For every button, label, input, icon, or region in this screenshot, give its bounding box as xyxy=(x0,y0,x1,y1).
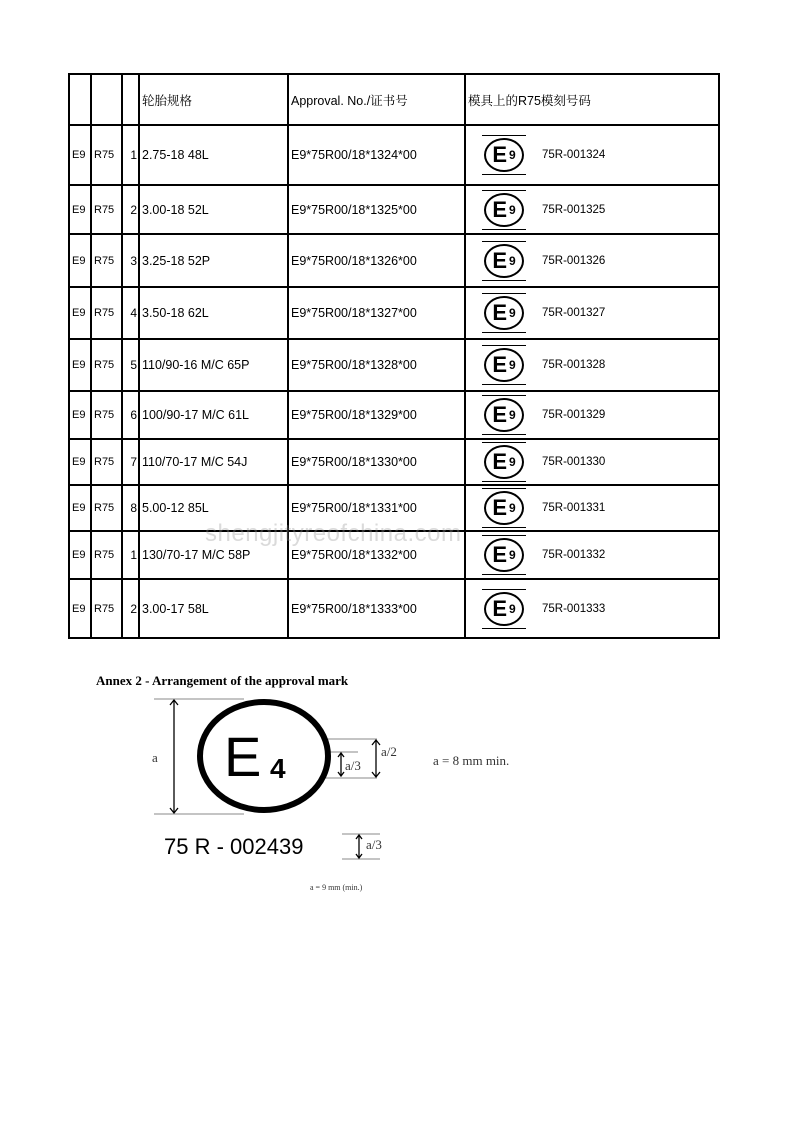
table-row xyxy=(69,125,719,185)
mark-number: 9 xyxy=(509,601,516,616)
mark-number: 9 xyxy=(509,306,516,320)
footnote: a = 9 mm (min.) xyxy=(310,883,363,892)
approval-no-cell: E9*75R00/18*1333*00 xyxy=(288,579,465,638)
mark-letter: E xyxy=(224,725,262,788)
regulation-cell: R75 xyxy=(91,287,122,339)
approval-number: 75 R - 002439 xyxy=(164,834,304,859)
regulation-cell: R75 xyxy=(91,579,122,638)
mark-number: 4 xyxy=(270,753,286,784)
mold-code-cell xyxy=(465,339,719,391)
e-mark-icon xyxy=(482,241,526,281)
e-mark-icon xyxy=(482,589,526,629)
country-cell: E9 xyxy=(69,234,91,287)
mark-letter: E xyxy=(492,495,507,520)
watermark: shengjityreofchina.com xyxy=(205,520,462,547)
tire-size-cell: 3.25-18 52P xyxy=(139,234,288,287)
mark-letter: E xyxy=(492,196,507,222)
dim-label-a3: a/3 xyxy=(345,758,361,773)
table-header-row xyxy=(69,74,719,125)
mark-number: 9 xyxy=(509,548,516,562)
regulation-cell: R75 xyxy=(91,439,122,485)
index-cell: 6 xyxy=(122,391,139,439)
approval-no-cell: E9*75R00/18*1331*00 xyxy=(288,485,465,531)
header-cell xyxy=(69,74,91,125)
regulation-cell: R75 xyxy=(91,234,122,287)
tire-size-cell: 3.50-18 62L xyxy=(139,287,288,339)
mold-code-cell xyxy=(465,439,719,485)
tire-size-cell: 2.75-18 48L xyxy=(139,125,288,185)
mold-code-cell xyxy=(465,287,719,339)
mold-code-cell xyxy=(465,485,719,531)
mark-letter: E xyxy=(492,595,507,621)
mark-number: 9 xyxy=(509,408,516,422)
mold-code-cell xyxy=(465,391,719,439)
regulation-cell: R75 xyxy=(91,531,122,579)
approval-no-cell: E9*75R00/18*1332*00 xyxy=(288,531,465,579)
e-mark-icon xyxy=(482,293,526,333)
approval-table xyxy=(68,73,720,639)
e-mark-icon xyxy=(482,442,526,482)
country-cell: E9 xyxy=(69,391,91,439)
regulation-cell: R75 xyxy=(91,391,122,439)
table-row xyxy=(69,287,719,339)
regulation-cell: R75 xyxy=(91,485,122,531)
approval-mark-circle xyxy=(200,702,328,810)
header-mold-code: 模具上的R75模刻号码 xyxy=(465,74,719,125)
e-mark-icon xyxy=(482,135,526,175)
mold-code: 75R-001332 xyxy=(542,549,606,561)
approval-no-cell: E9*75R00/18*1324*00 xyxy=(288,125,465,185)
table-row xyxy=(69,579,719,638)
mold-code: 75R-001325 xyxy=(542,203,606,216)
mark-number: 9 xyxy=(509,358,516,372)
index-cell: 2 xyxy=(122,185,139,234)
approval-no-cell: E9*75R00/18*1326*00 xyxy=(288,234,465,287)
country-cell: E9 xyxy=(69,531,91,579)
mold-code: 75R-001329 xyxy=(542,409,606,421)
regulation-cell: R75 xyxy=(91,125,122,185)
mark-letter: E xyxy=(492,352,507,377)
tire-size-cell: 110/90-16 M/C 65P xyxy=(139,339,288,391)
index-cell: 1 xyxy=(122,125,139,185)
approval-no-cell: E9*75R00/18*1329*00 xyxy=(288,391,465,439)
index-cell: 5 xyxy=(122,339,139,391)
approval-no-cell: E9*75R00/18*1328*00 xyxy=(288,339,465,391)
mark-letter: E xyxy=(492,449,507,474)
mold-code-cell xyxy=(465,185,719,234)
mark-number: 9 xyxy=(509,202,516,217)
country-cell: E9 xyxy=(69,287,91,339)
index-cell: 4 xyxy=(122,287,139,339)
e-mark-icon xyxy=(482,488,526,528)
dim-label-a: a xyxy=(152,750,158,765)
e-mark-icon xyxy=(482,535,526,575)
tire-size-cell: 130/70-17 M/C 58P xyxy=(139,531,288,579)
mold-code: 75R-001327 xyxy=(542,307,606,319)
table-row xyxy=(69,339,719,391)
mark-letter: E xyxy=(492,300,507,325)
country-cell: E9 xyxy=(69,439,91,485)
approval-no-cell: E9*75R00/18*1327*00 xyxy=(288,287,465,339)
tire-size-cell: 5.00-12 85L xyxy=(139,485,288,531)
annex-title: Annex 2 - Arrangement of the approval mark xyxy=(96,673,349,688)
approval-no-cell: E9*75R00/18*1325*00 xyxy=(288,185,465,234)
dim-label-a3-number: a/3 xyxy=(366,837,382,852)
mold-code-cell xyxy=(465,125,719,185)
country-cell: E9 xyxy=(69,339,91,391)
country-cell: E9 xyxy=(69,485,91,531)
country-cell: E9 xyxy=(69,125,91,185)
header-tire-size: 轮胎规格 xyxy=(139,74,288,125)
country-cell: E9 xyxy=(69,185,91,234)
header-cell xyxy=(122,74,139,125)
table-row xyxy=(69,234,719,287)
approval-no-cell: E9*75R00/18*1330*00 xyxy=(288,439,465,485)
mold-code: 75R-001328 xyxy=(542,359,606,371)
tire-size-cell: 3.00-18 52L xyxy=(139,185,288,234)
e-mark-icon xyxy=(482,190,526,230)
mold-code: 75R-001330 xyxy=(542,456,606,468)
header-approval-no: Approval. No./证书号 xyxy=(288,74,465,125)
mark-number: 9 xyxy=(509,455,516,469)
mark-number: 9 xyxy=(509,253,516,268)
table-row xyxy=(69,391,719,439)
dim-label-a2: a/2 xyxy=(381,744,397,759)
regulation-cell: R75 xyxy=(91,339,122,391)
mark-number: 9 xyxy=(509,501,516,515)
tire-size-cell: 110/70-17 M/C 54J xyxy=(139,439,288,485)
tire-size-cell: 3.00-17 58L xyxy=(139,579,288,638)
mark-letter: E xyxy=(492,402,507,427)
e-mark-icon xyxy=(482,345,526,385)
min-note: a = 8 mm min. xyxy=(433,753,510,768)
approval-mark-diagram xyxy=(140,690,560,900)
mold-code: 75R-001331 xyxy=(542,502,606,514)
index-cell: 1 xyxy=(122,531,139,579)
table-row xyxy=(69,185,719,234)
index-cell: 3 xyxy=(122,234,139,287)
index-cell: 7 xyxy=(122,439,139,485)
regulation-cell: R75 xyxy=(91,185,122,234)
country-cell: E9 xyxy=(69,579,91,638)
mark-letter: E xyxy=(492,142,507,167)
header-cell xyxy=(91,74,122,125)
index-cell: 8 xyxy=(122,485,139,531)
index-cell: 2 xyxy=(122,579,139,638)
mold-code-cell xyxy=(465,531,719,579)
e-mark-icon xyxy=(482,395,526,435)
mold-code: 75R-001324 xyxy=(542,149,606,161)
mold-code-cell xyxy=(465,579,719,638)
table-row xyxy=(69,439,719,485)
mark-letter: E xyxy=(492,542,507,567)
tire-size-cell: 100/90-17 M/C 61L xyxy=(139,391,288,439)
mark-letter: E xyxy=(492,247,507,273)
mold-code: 75R-001326 xyxy=(542,254,606,267)
mold-code: 75R-001333 xyxy=(542,602,606,615)
mold-code-cell xyxy=(465,234,719,287)
mark-number: 9 xyxy=(509,148,516,162)
